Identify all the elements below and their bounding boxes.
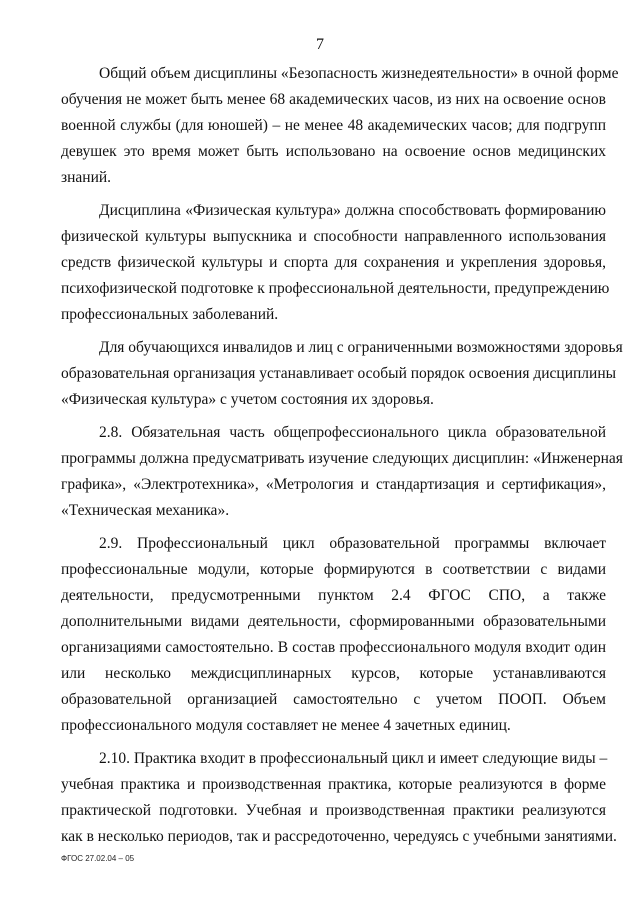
- text-line: образовательной организацией самостоятельно с учетом ПООП. Объем: [61, 691, 606, 708]
- paragraph: [61, 198, 610, 328]
- text-line: дополнительными видами деятельности, сформированными образовательными: [61, 613, 606, 630]
- text-line: психофизической подготовке к профессиональной деятельности, предупреждению: [61, 280, 610, 297]
- text-line: военной службы (для юношей) – не менее 48 академических часов; для подгрупп: [61, 117, 606, 134]
- text-line: или несколько междисциплинарных курсов, которые устанавливаются: [61, 665, 606, 682]
- text-line: обучения не может быть менее 68 академических часов, из них на освоение основ: [61, 91, 606, 108]
- text-line: деятельности, предусмотренными пунктом 2.4 ФГОС СПО, а также: [61, 587, 606, 604]
- text-line: как в несколько периодов, так и рассредоточенно, чередуясь с учебными занятиями.: [61, 828, 617, 845]
- paragraph: [61, 746, 617, 850]
- text-line: 2.8. Обязательная часть общепрофессионального цикла образовательной: [99, 424, 606, 441]
- text-line: графика», «Электротехника», «Метрология и стандартизация и сертификация»,: [61, 476, 606, 493]
- paragraph: [61, 335, 623, 413]
- text-line: 2.9. Профессиональный цикл образовательной программы включает: [99, 535, 606, 552]
- text-line: организациями самостоятельно. В состав профессионального модуля входит один: [61, 639, 606, 656]
- text-line: профессионального модуля составляет не менее 4 зачетных единиц.: [61, 717, 511, 734]
- text-line: профессиональные модули, которые формируются в соответствии с видами: [61, 561, 606, 578]
- paragraph: [61, 531, 606, 739]
- text-line: 2.10. Практика входит в профессиональный цикл и имеет следующие виды –: [99, 750, 608, 767]
- text-line: «Техническая механика».: [61, 502, 230, 519]
- text-line: Дисциплина «Физическая культура» должна способствовать формированию: [99, 202, 606, 219]
- text-line: профессиональных заболеваний.: [61, 306, 279, 323]
- text-line: программы должна предусматривать изучение следующих дисциплин: «Инженерная: [61, 450, 623, 467]
- text-line: Для обучающихся инвалидов и лиц с ограниченными возможностями здоровья: [99, 339, 623, 356]
- text-line: знаний.: [61, 169, 112, 186]
- text-line: девушек это время может быть использовано на освоение основ медицинских: [61, 143, 606, 160]
- page-number: 7: [316, 36, 324, 53]
- document-footer: ФГОС 27.02.04 – 05: [61, 854, 135, 863]
- text-line: физической культуры выпускника и способности направленного использования: [61, 228, 606, 245]
- text-line: практической подготовки. Учебная и производственная практики реализуются: [61, 802, 606, 819]
- text-line: образовательная организация устанавливает особый порядок освоения дисциплины: [61, 365, 617, 382]
- document-body: [61, 61, 623, 857]
- text-line: Общий объем дисциплины «Безопасность жизнедеятельности» в очной форме: [99, 65, 619, 82]
- text-line: средств физической культуры и спорта для сохранения и укрепления здоровья,: [61, 254, 606, 271]
- text-line: учебная практика и производственная практика, которые реализуются в форме: [61, 776, 606, 793]
- text-line: «Физическая культура» с учетом состояния их здоровья.: [61, 391, 434, 408]
- paragraph: [61, 420, 623, 524]
- paragraph: [61, 61, 619, 191]
